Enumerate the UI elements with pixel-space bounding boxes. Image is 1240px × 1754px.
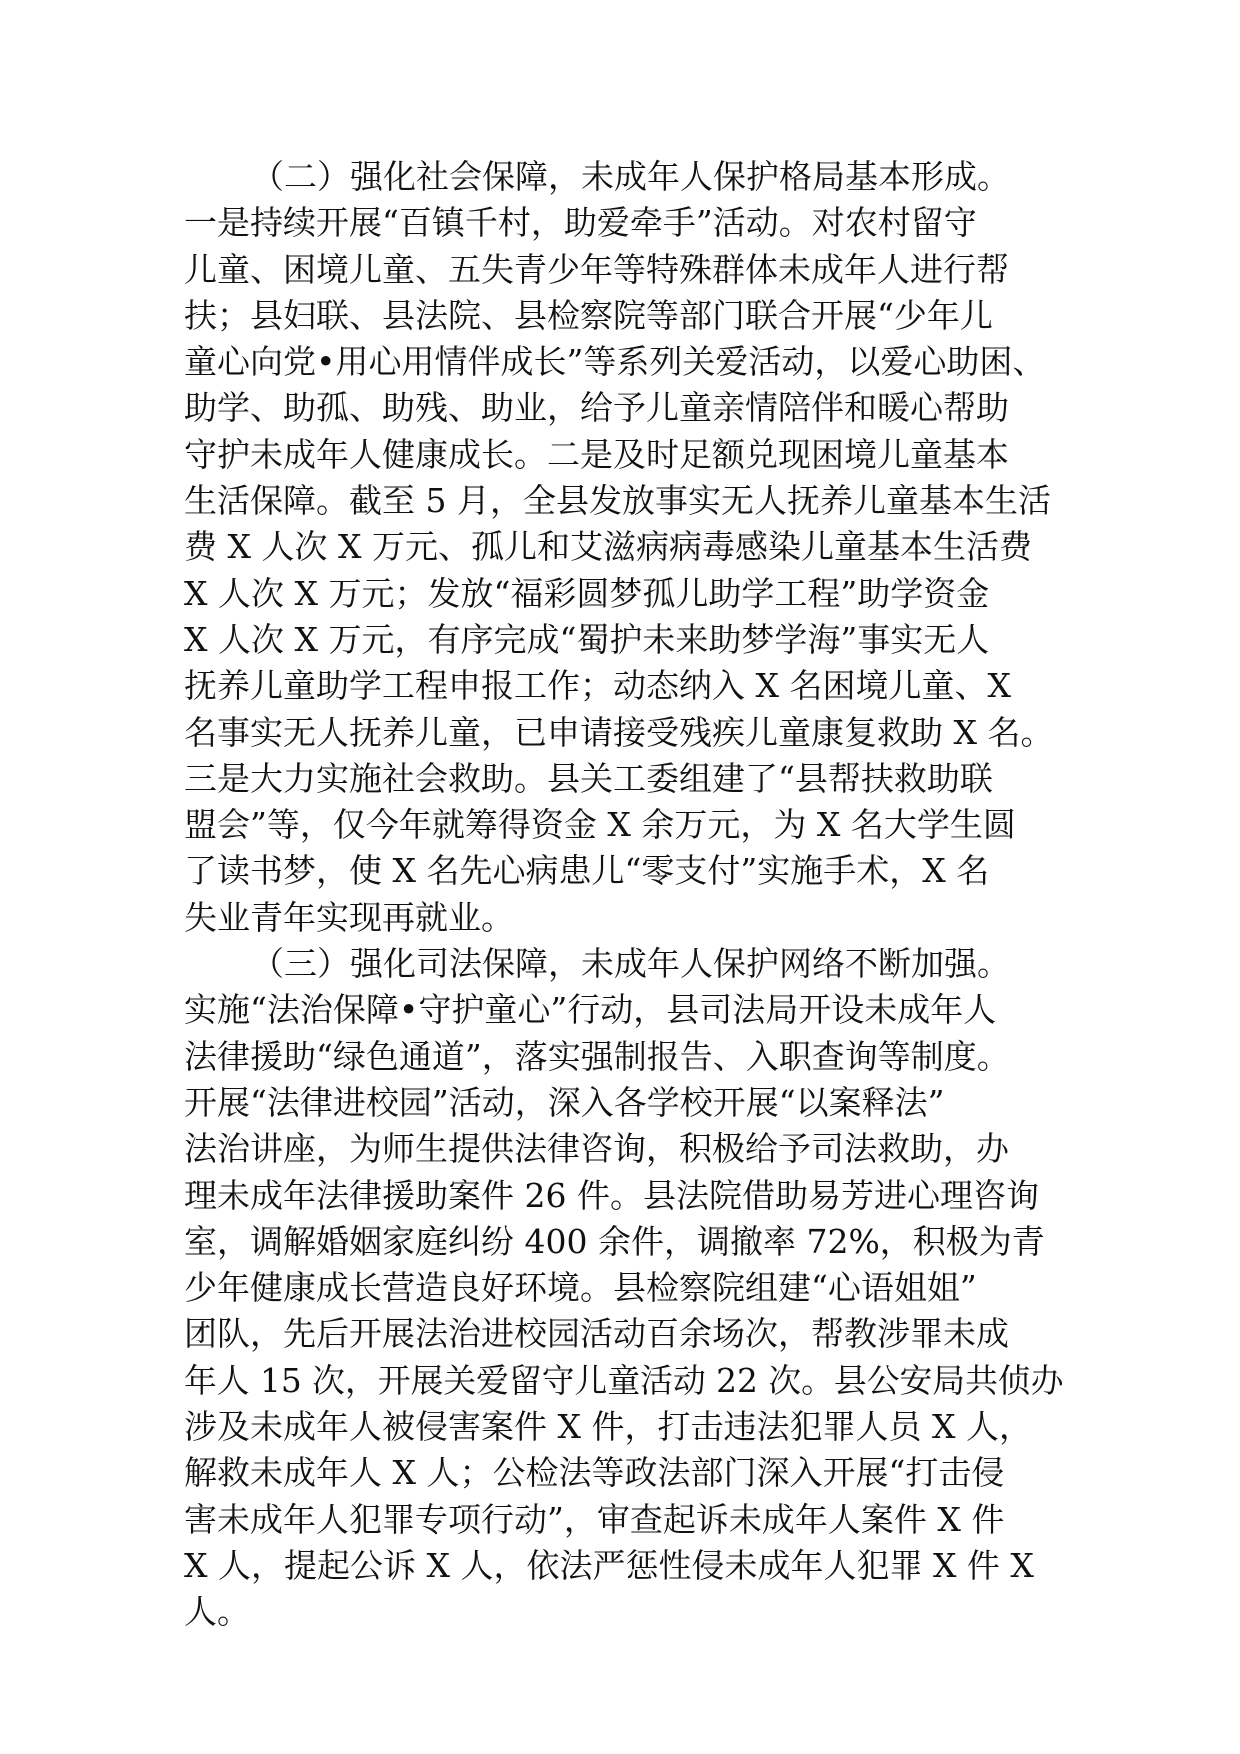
body-text-line: 人。: [184, 1592, 250, 1632]
body-text-line: 开展“法律进校园”活动，深入各学校开展“以案释法”: [184, 1082, 945, 1122]
body-text-line: X 人次 X 万元；发放“福彩圆梦孤儿助学工程”助学资金: [184, 573, 990, 613]
body-text-line: 名事实无人抚养儿童，已申请接受残疾儿童康复救助 X 名。: [184, 712, 1054, 752]
body-text-line: 少年健康成长营造良好环境。县检察院组建“心语姐姐”: [184, 1268, 977, 1308]
body-text-line: 法律援助“绿色通道”，落实强制报告、入职查询等制度。: [184, 1036, 1010, 1076]
document-body: [184, 154, 1064, 1636]
body-text-line: 一是持续开展“百镇千村，助爱牵手”活动。对农村留守: [184, 203, 977, 243]
body-text-line: 团队，先后开展法治进校园活动百余场次，帮教涉罪未成: [184, 1314, 1009, 1354]
body-text-line: 盟会”等，仅今年就筹得资金 X 余万元，为 X 名大学生圆: [184, 805, 1016, 845]
body-text-line: 费 X 人次 X 万元、孤儿和艾滋病病毒感染儿童基本生活费: [184, 527, 1032, 567]
body-text-line: 法治讲座，为师生提供法律咨询，积极给予司法救助，办: [184, 1129, 1009, 1169]
body-text-line: 儿童、困境儿童、五失青少年等特殊群体未成年人进行帮: [184, 249, 1009, 289]
body-text-line: 童心向党•用心用情伴成长”等系列关爱活动，以爱心助困、: [184, 342, 1046, 382]
section-heading-line: （二）强化社会保障，未成年人保护格局基本形成。: [251, 157, 1010, 196]
body-text-line: 了读书梦，使 X 名先心病患儿“零支付”实施手术，X 名: [184, 851, 990, 891]
section-heading-line: （三）强化司法保障，未成年人保护网络不断加强。: [251, 944, 1010, 984]
body-text-line: X 人，提起公诉 X 人，依法严惩性侵未成年人犯罪 X 件 X: [184, 1545, 1034, 1585]
body-text-line: X 人次 X 万元，有序完成“蜀护未来助梦学海”事实无人: [184, 619, 990, 659]
body-text-line: 生活保障。截至 5 月，全县发放事实无人抚养儿童基本生活: [184, 481, 1051, 521]
body-text-line: 三是大力实施社会救助。县关工委组建了“县帮扶救助联: [184, 758, 993, 798]
body-text-line: 年人 15 次，开展关爱留守儿童活动 22 次。县公安局共侦办: [184, 1361, 1064, 1400]
body-text-line: 涉及未成年人被侵害案件 X 件，打击违法犯罪人员 X 人，: [184, 1407, 1032, 1447]
body-text-line: 室，调解婚姻家庭纠纷 400 余件，调撤率 72%，积极为青: [184, 1221, 1045, 1261]
body-text-line: 理未成年法律援助案件 26 件。县法院借助易芳进心理咨询: [184, 1175, 1039, 1215]
body-text-line: 失业青年实现再就业。: [184, 897, 514, 937]
body-text-line: 扶；县妇联、县法院、县检察院等部门联合开展“少年儿: [184, 295, 993, 335]
body-text-line: 助学、助孤、助残、助业，给予儿童亲情陪伴和暖心帮助: [184, 388, 1009, 428]
body-text-line: 实施“法治保障•守护童心”行动，县司法局开设未成年人: [184, 990, 997, 1030]
body-text-line: 守护未成年人健康成长。二是及时足额兑现困境儿童基本: [184, 434, 1009, 474]
body-text-line: 解救未成年人 X 人；公检法等政法部门深入开展“打击侵: [184, 1453, 1005, 1493]
body-text-line: 害未成年人犯罪专项行动”，审查起诉未成年人案件 X 件: [184, 1499, 1005, 1539]
body-text-line: 抚养儿童助学工程申报工作；动态纳入 X 名困境儿童、X: [184, 666, 1011, 706]
